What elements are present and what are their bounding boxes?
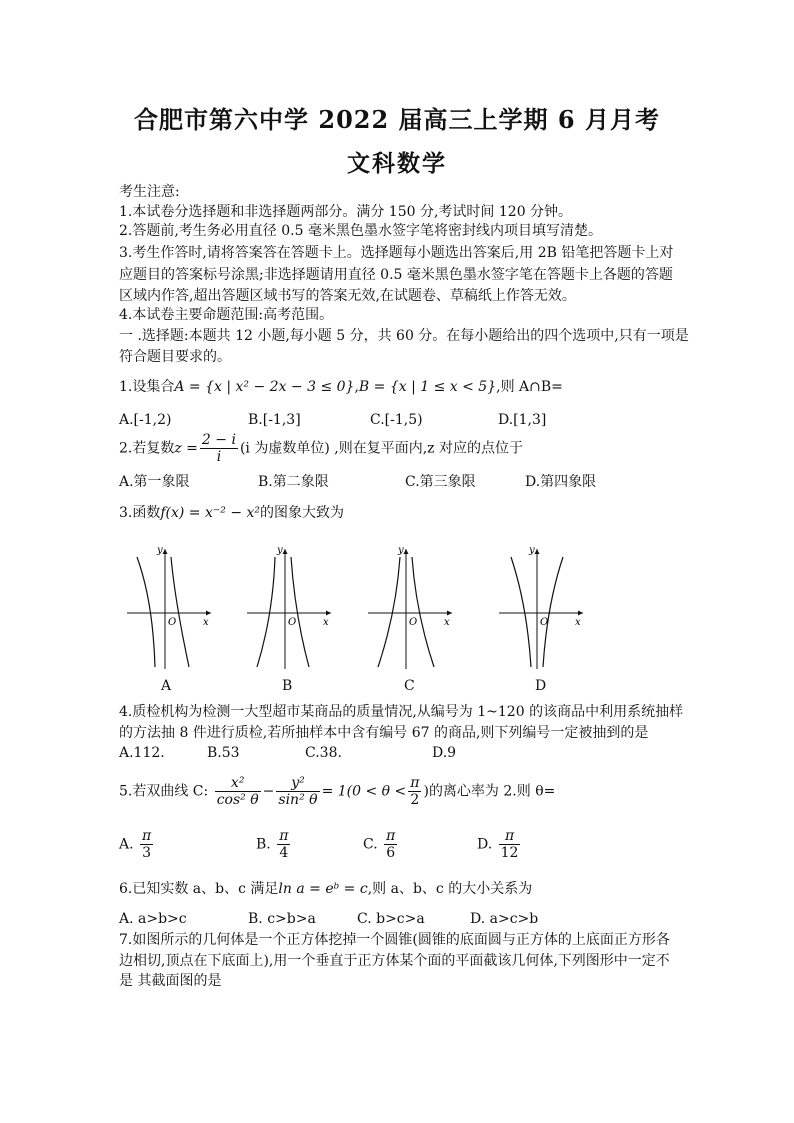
- q5-option-c: [363, 828, 399, 861]
- question-6: [119, 880, 532, 898]
- q5-option-d-den: 12: [500, 845, 519, 861]
- q1-sep: ,: [354, 379, 359, 395]
- q2-fraction: [200, 432, 238, 465]
- q5-option-b-frac: [277, 828, 290, 861]
- section-line-1: 一 .选择题:本题共 12 小题,每小题 5 分，共 60 分。在每小题给出的四个选项中,只有一项是: [119, 328, 689, 344]
- q2-numerator: 2 − i: [201, 432, 236, 448]
- graph-c: [366, 543, 456, 671]
- notes-heading: 考生注意:: [119, 184, 180, 200]
- q4-option-a: A.112.: [119, 745, 165, 761]
- graph-b: [245, 543, 335, 671]
- q5-option-a-frac: [140, 828, 153, 861]
- q6-option-a: A. a>b>c: [119, 911, 187, 927]
- q5-option-c-num: π: [386, 828, 396, 844]
- q5-fraction-2: [276, 775, 319, 808]
- q5-eq: = 1(0 < θ <: [321, 783, 407, 800]
- note-1: 1.本试卷分选择题和非选择题两部分。满分 150 分,考试时间 120 分钟。: [119, 204, 573, 220]
- q6-prefix: 6.已知实数 a、b、c 满足: [119, 881, 279, 897]
- q5-fraction-pi: [408, 775, 421, 808]
- q4-option-c: C.38.: [305, 745, 342, 761]
- q5-option-b-label: B.: [256, 836, 271, 853]
- note-3a: 3.考生作答时,请将答案答在答题卡上。选择题每小题选出答案后,用 2B 铅笔把答题卡上对: [119, 245, 674, 261]
- q5-pi-den: 2: [410, 792, 420, 808]
- question-7-line-3: 是 其截面图的是: [119, 973, 222, 989]
- graph-a-label: A: [161, 678, 172, 694]
- q5-option-b: [256, 828, 292, 861]
- q1-set-b: B = {x | 1 ≤ x < 5}: [358, 379, 497, 395]
- q2-suffix: (i 为虚数单位) ,则在复平面内,z 对应的点位于: [239, 440, 523, 457]
- q5-option-d-label: D.: [477, 836, 493, 853]
- q5-option-d: [477, 828, 522, 861]
- q5-option-b-num: π: [279, 828, 289, 844]
- q2-prefix: 2.若复数: [119, 440, 175, 457]
- question-7-line-2: 边相切,顶点在下底面上),用一个垂直于正方体某个面的平面截该几何体,下列图形中一定不: [119, 953, 670, 969]
- note-3c: 区域内作答,超出答题区域书写的答案无效,在试题卷、草稿纸上作答无效。: [119, 288, 576, 304]
- question-4-line-1: 4.质检机构为检测一大型超市某商品的质量情况,从编号为 1~120 的该商品中利用系统抽样: [119, 704, 684, 720]
- q6-option-b: B. c>b>a: [248, 911, 316, 927]
- q5-minus: −: [262, 783, 275, 800]
- q2-option-d: D.第四象限: [525, 474, 597, 490]
- question-1: [119, 378, 563, 396]
- q5-pi-num: π: [410, 775, 420, 791]
- q6-option-c: C. b>c>a: [357, 911, 425, 927]
- q6-expr: ln a = eᵇ = c: [278, 881, 368, 897]
- q5-num-1: x²: [215, 775, 261, 792]
- question-4-line-2: 的方法抽 8 件进行质检,若所抽样本中含有编号 67 的商品,则下列编号一定被抽到的是: [119, 725, 649, 741]
- graph-a-origin: O: [168, 617, 177, 628]
- graph-a: [125, 543, 215, 671]
- graph-d: [497, 543, 587, 671]
- q1-option-b: B.[-1,3]: [248, 412, 301, 428]
- graph-c-y-label: y: [398, 545, 404, 556]
- q6-option-d: D. a>c>b: [470, 911, 539, 927]
- section-line-2: 符合题目要求的。: [119, 349, 231, 365]
- question-3: [119, 504, 344, 522]
- q5-option-a-label: A.: [119, 836, 134, 853]
- q1-option-c: C.[-1,5): [370, 412, 423, 428]
- q1-suffix: ,则 A∩B=: [496, 379, 563, 395]
- question-7-line-1: 7.如图所示的几何体是一个正方体挖掉一个圆锥(圆锥的底面圆与正方体的上底面正方形各: [119, 932, 670, 948]
- q5-den-1: cos² θ: [216, 792, 259, 808]
- graph-b-y-label: y: [277, 545, 283, 556]
- graph-b-origin: O: [288, 617, 297, 628]
- graph-b-x-label: x: [323, 617, 329, 628]
- q1-option-d: D.[1,3]: [498, 412, 547, 428]
- q5-option-c-label: C.: [363, 836, 378, 853]
- q5-suffix: 的离心率为 2.则 θ=: [428, 783, 556, 800]
- q1-option-a: A.[-1,2): [119, 412, 172, 428]
- q5-prefix: 5.若双曲线 C:: [119, 783, 209, 800]
- q6-suffix: ,则 a、b、c 的大小关系为: [367, 881, 533, 897]
- q4-option-d: D.9: [432, 745, 457, 761]
- q5-option-a: [119, 828, 155, 861]
- q5-option-d-frac: [499, 828, 521, 861]
- q5-num-2: y²: [276, 775, 319, 792]
- graph-d-origin: O: [540, 617, 549, 628]
- q1-prefix: 1.设集合: [119, 379, 175, 395]
- q5-option-c-frac: [384, 828, 397, 861]
- q5-close: ): [423, 783, 429, 800]
- q5-option-b-den: 4: [279, 845, 289, 861]
- graph-c-origin: O: [409, 617, 418, 628]
- graph-c-x-label: x: [444, 617, 450, 628]
- question-5: [119, 775, 555, 808]
- question-2: [119, 432, 523, 465]
- graph-d-label: D: [535, 678, 547, 694]
- q3-suffix: 的图象大致为: [260, 505, 345, 521]
- note-4: 4.本试卷主要命题范围:高考范围。: [119, 307, 334, 323]
- q5-option-c-den: 6: [386, 845, 396, 861]
- q5-den-2: sin² θ: [278, 792, 318, 808]
- q4-option-b: B.53: [207, 745, 240, 761]
- q2-option-a: A.第一象限: [119, 474, 190, 490]
- note-2: 2.答题前,考生务必用直径 0.5 毫米黑色墨水签字笔将密封线内项目填写清楚。: [119, 223, 602, 239]
- page-title: 合肥市第六中学 2022 届高三上学期 6 月月考: [134, 105, 660, 134]
- graph-a-y-label: y: [157, 545, 163, 556]
- graph-b-label: B: [282, 678, 293, 694]
- q2-lhs: z =: [174, 440, 198, 457]
- q5-option-a-den: 3: [142, 845, 152, 861]
- q2-option-c: C.第三象限: [405, 474, 476, 490]
- page-subtitle: 文科数学: [347, 150, 447, 177]
- note-3b: 应题目的答案标号涂黑;非选择题请用直径 0.5 毫米黑色墨水签字笔在答题卡上各题的答题: [119, 267, 673, 283]
- q5-fraction-1: [215, 775, 261, 808]
- q5-option-d-num: π: [499, 828, 521, 845]
- q1-set-a: A = {x | x² − 2x − 3 ≤ 0}: [174, 379, 355, 395]
- q2-option-b: B.第二象限: [258, 474, 329, 490]
- graph-c-label: C: [404, 678, 415, 694]
- graph-d-y-label: y: [529, 545, 535, 556]
- q2-denominator: i: [216, 449, 222, 465]
- graph-d-x-label: x: [575, 617, 581, 628]
- q5-option-a-num: π: [142, 828, 152, 844]
- graph-a-x-label: x: [203, 617, 209, 628]
- q3-func: f(x) = x⁻² − x²: [160, 505, 261, 521]
- q3-prefix: 3.函数: [119, 505, 161, 521]
